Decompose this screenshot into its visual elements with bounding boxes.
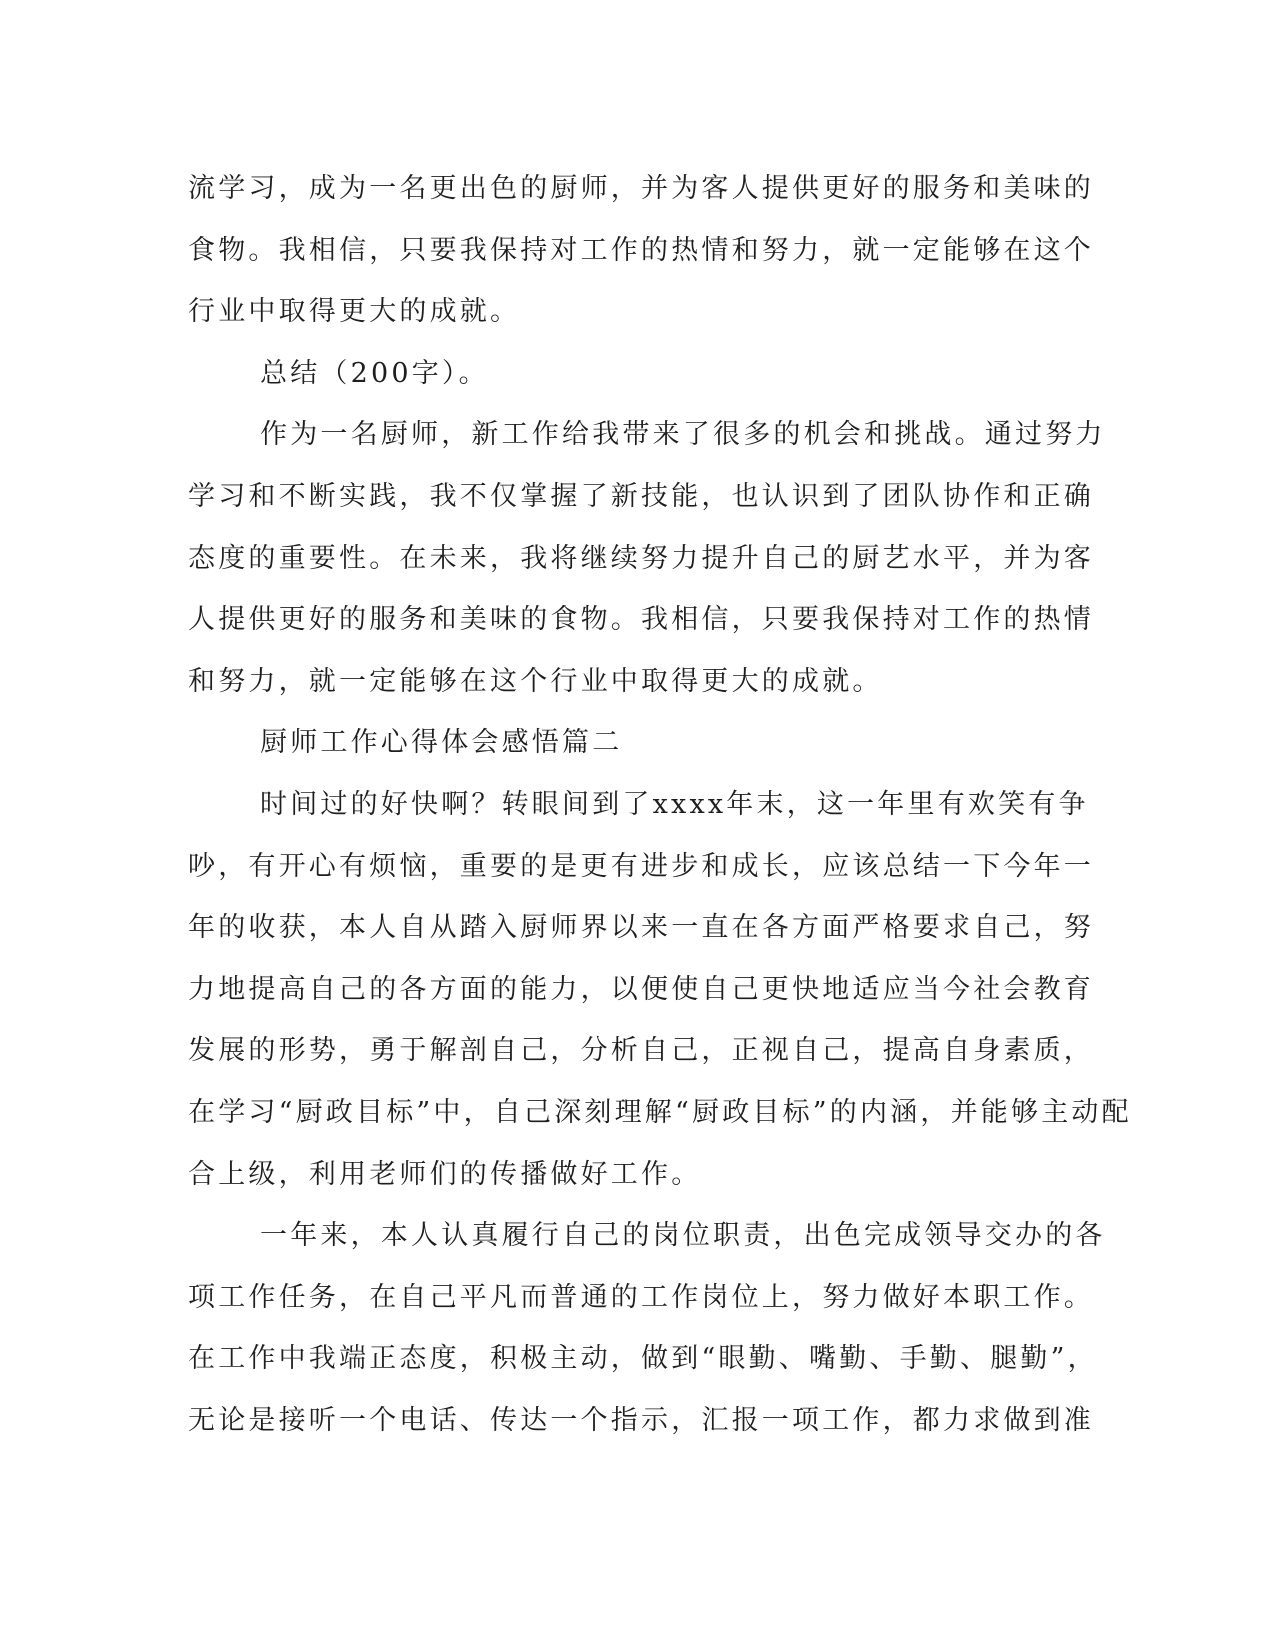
text-line: 流学习，成为一名更出色的厨师，并为客人提供更好的服务和美味的 bbox=[188, 173, 1094, 204]
document-body bbox=[188, 158, 1132, 1451]
text-line: 行业中取得更大的成就。 bbox=[188, 296, 521, 328]
text-line: 在学习“厨政目标”中，自己深刻理解“厨政目标”的内涵，并能够主动配 bbox=[188, 1096, 1132, 1128]
text-line: 时间过的好快啊？转眼间到了xxxx年末，这一年里有欢笑有争 bbox=[260, 788, 1089, 820]
section-heading: 厨师工作心得体会感悟篇二 bbox=[260, 727, 623, 759]
summary-heading: 总结（200字）。 bbox=[260, 357, 489, 389]
text-line: 食物。我相信，只要我保持对工作的热情和努力，就一定能够在这个 bbox=[188, 234, 1094, 266]
text-line: 发展的形势，勇于解剖自己，分析自己，正视自己，提高自身素质， bbox=[188, 1035, 1094, 1067]
text-line: 和努力，就一定能够在这个行业中取得更大的成就。 bbox=[188, 665, 883, 697]
text-line: 无论是接听一个电话、传达一个指示，汇报一项工作，都力求做到准 bbox=[188, 1404, 1094, 1436]
text-line: 一年来，本人认真履行自己的岗位职责，出色完成领导交办的各 bbox=[260, 1220, 1106, 1252]
text-line: 力地提高自己的各方面的能力，以便使自己更快地适应当今社会教育 bbox=[188, 973, 1094, 1005]
text-line: 态度的重要性。在未来，我将继续努力提升自己的厨艺水平，并为客 bbox=[188, 542, 1094, 574]
text-line: 人提供更好的服务和美味的食物。我相信，只要我保持对工作的热情 bbox=[188, 604, 1094, 636]
text-line: 作为一名厨师，新工作给我带来了很多的机会和挑战。通过努力 bbox=[260, 419, 1106, 451]
text-line: 吵，有开心有烦恼，重要的是更有进步和成长，应该总结一下今年一 bbox=[188, 850, 1094, 882]
text-line: 合上级，利用老师们的传播做好工作。 bbox=[188, 1158, 702, 1190]
text-line: 年的收获，本人自从踏入厨师界以来一直在各方面严格要求自己，努 bbox=[188, 912, 1094, 944]
text-line: 在工作中我端正态度，积极主动，做到“眼勤、嘴勤、手勤、腿勤”， bbox=[188, 1343, 1098, 1375]
text-line: 学习和不断实践，我不仅掌握了新技能，也认识到了团队协作和正确 bbox=[188, 480, 1094, 512]
text-line: 项工作任务，在自己平凡而普通的工作岗位上，努力做好本职工作。 bbox=[188, 1281, 1094, 1313]
